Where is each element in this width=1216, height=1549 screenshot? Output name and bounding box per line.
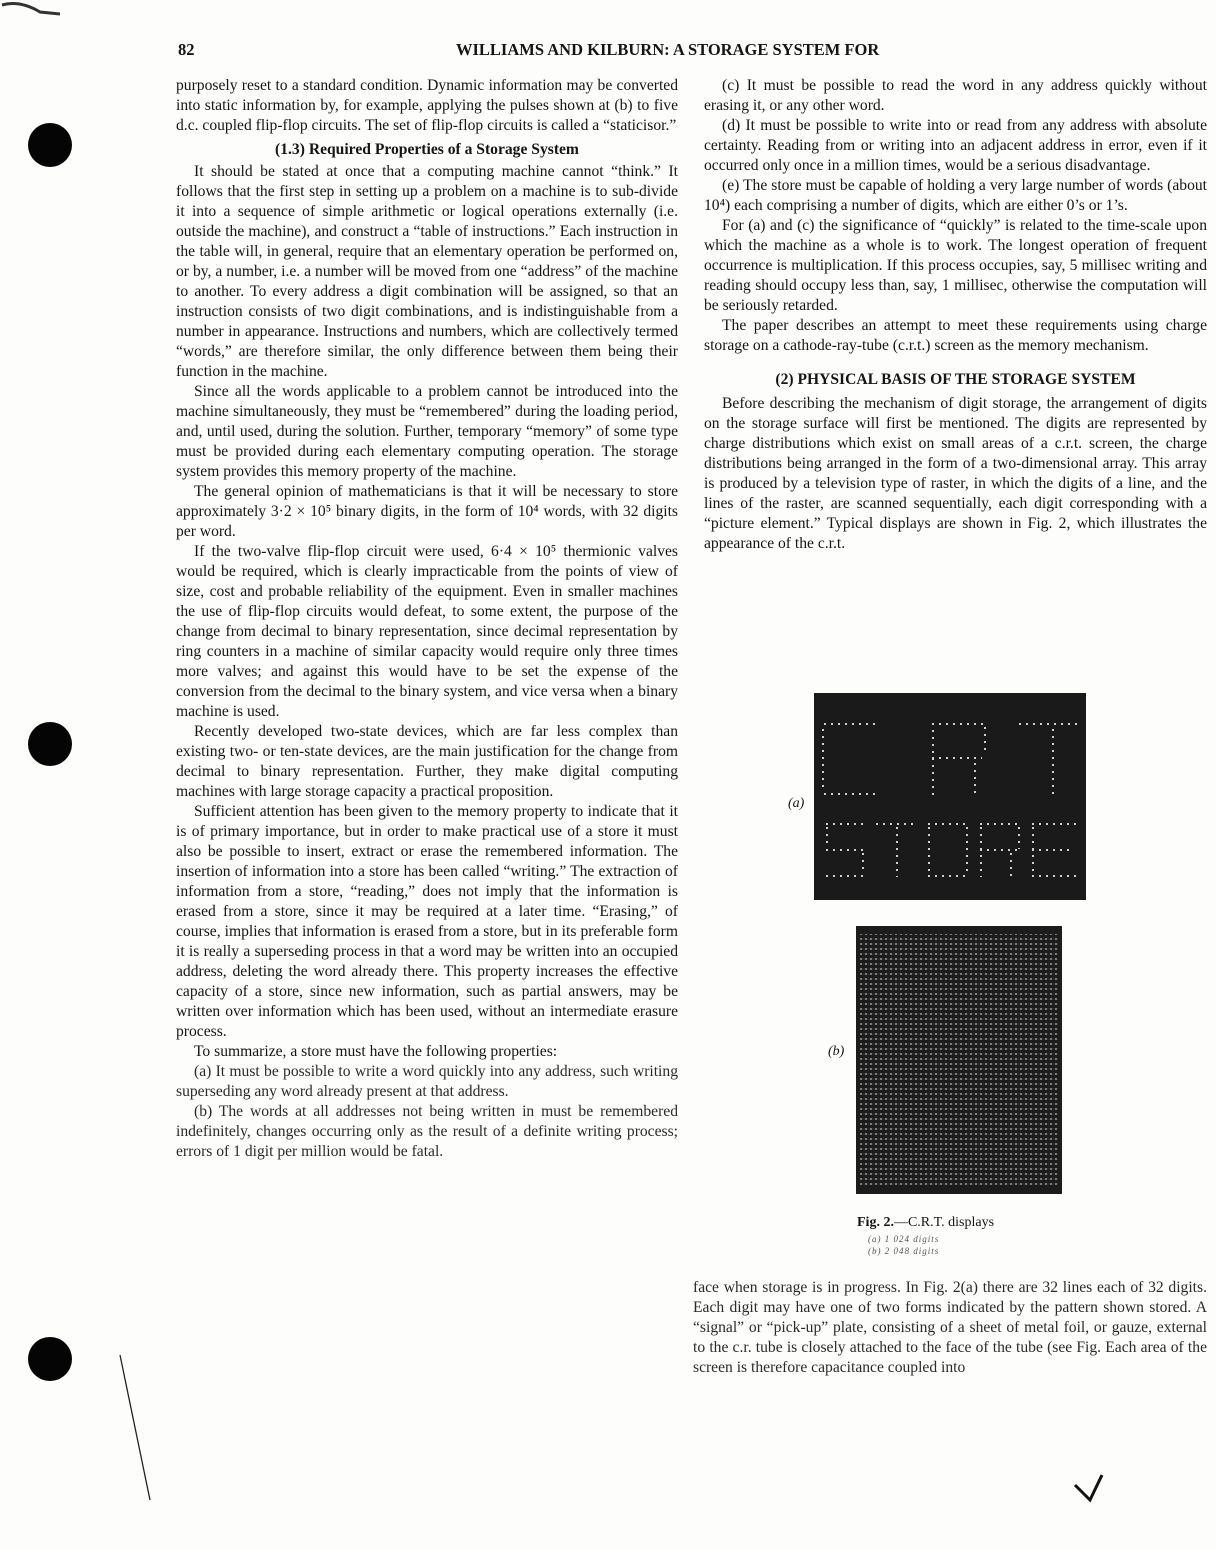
running-title: WILLIAMS AND KILBURN: A STORAGE SYSTEM FOR <box>456 40 880 59</box>
page-number: 82 <box>178 40 195 59</box>
paragraph: (d) It must be possible to write into or read from any address with absolute certainty. Reading from or writing into an adjacent address in error, even if it occurred only once in a million times, would be a serious disadvantage. <box>704 117 1207 174</box>
punch-hole <box>28 722 72 766</box>
paragraph: The paper describes an attempt to meet these requirements using charge storage on a cathode-ray-tube (c.r.t.) screen as the memory mechanism. <box>704 317 1207 354</box>
paragraph: To summarize, a store must have the following properties: <box>194 1043 558 1060</box>
paragraph: The general opinion of mathematicians is that it will be necessary to store approximately 3·2 × 10⁵ binary digits, in the form of 10⁴ words, with 32 digits per word. <box>176 483 678 540</box>
figure-subcaption-b: (b) 2 048 digits <box>868 1246 940 1256</box>
caption-number: Fig. 2. <box>857 1215 894 1230</box>
paragraph: Recently developed two-state devices, which are far less complex than existing two- or ten-state devices, are the main justification for the change from decimal to binary representation. Further, they make digital computing machines with large storage capacity a practical proposition. <box>176 723 678 800</box>
paragraph: (a) It must be possible to write a word quickly into any address, such writing superseding any word already present at that address. <box>176 1063 678 1100</box>
paragraph: (c) It must be possible to read the word in any address quickly without erasing it, or any other word. <box>704 77 1207 114</box>
corner-smudge <box>2 4 60 14</box>
figure-subcaption-a: (a) 1 024 digits <box>868 1234 940 1244</box>
paragraph: purposely reset to a standard condition. Dynamic information may be converted into static information by, for example, applying the pulses shown at (b) to five d.c. coupled flip-flop circuits. The set of flip-flop circuits is called a “staticisor.” <box>176 77 678 134</box>
crt-display-a <box>814 693 1086 900</box>
left-column <box>176 76 678 1162</box>
crt-display-b <box>856 926 1062 1194</box>
paragraph: Since all the words applicable to a problem cannot be introduced into the machine simultaneously, they must be “remembered” during the loading period, and, until used, during the solution. Further, temporary “memory” of some type must be provided during each elementary computing operation. The storage system provides this memory property of the machine. <box>176 383 678 480</box>
paragraph: Before describing the mechanism of digit storage, the arrangement of digits on the storage surface will first be mentioned. The digits are represented by charge distributions which exist on small areas of a c.r.t. screen, the charge distributions being arranged in the form of a two-dimensional array. This array is produced by a television type of raster, in which the digits of a line, and the lines of the raster, are scanned sequentially, each digit corresponding with a “picture element.” Typical displays are shown in Fig. 2, which illustrates the appearance of the c.r.t. <box>704 395 1207 552</box>
punch-hole <box>28 123 72 167</box>
paragraph: Sufficient attention has been given to the memory property to indicate that it is of primary importance, but in order to make practical use of a store it must also be possible to insert, extract or erase the remembered information. The insertion of information into a store has been called “writing.” The extraction of information from a store, “reading,” does not imply that the information is erased from a store, since it may be required at a later time. “Erasing,” of course, implies that information is erased from a store, but in its preferable form it is really a superseding process in that a word may be written into an occupied address, deleting the word already there. This property increases the effective capacity of a store, since new information, such as partial answers, may be written over information which has been used, without an intermediate erasure process. <box>176 803 678 1040</box>
caption-text: —C.R.T. displays <box>893 1215 995 1230</box>
pencil-stroke <box>120 1355 150 1500</box>
figure-caption <box>857 1215 994 1231</box>
figure-label-a: (a) <box>788 796 805 811</box>
section-heading: (2) PHYSICAL BASIS OF THE STORAGE SYSTEM <box>775 371 1136 388</box>
paragraph: For (a) and (c) the significance of “quickly” is related to the time-scale upon which the machine as a whole is to work. The longest operation of frequent occurrence is multiplication. If this process occupies, say, 5 millisec writing and reading should occupy less than, say, 1 millisec, otherwise the computation will be seriously retarded. <box>704 217 1207 314</box>
right-column <box>704 76 1207 554</box>
right-column-bottom <box>693 1278 1207 1378</box>
paragraph: face when storage is in progress. In Fig. 2(a) there are 32 lines each of 32 digits. Each digit may have one of two forms indicated by the pattern shown stored. A “signal” or “pick-up” plate, consisting of a sheet of metal foil, or gauze, external to the c.r. tube is closely attached to the face of the tube (see Fig. Each area of the screen is therefore capacitance coupled into <box>693 1279 1207 1376</box>
figure-label-b: (b) <box>828 1044 845 1059</box>
paragraph: It should be stated at once that a computing machine cannot “think.” It follows that the first step in setting up a problem on a machine is to sub-divide it into a sequence of simple arithmetic or logical operations externally (i.e. outside the machine), and construct a “table of instructions.” Each instruction in the table will, in general, require that an elementary operation be performed on, or by, a number, i.e. a number will be moved from one “address” of the machine to another. To every address a digit combination will be assigned, so that an instruction consists of two digit combinations, and is indistinguishable from a number in appearance. Instructions and numbers, which are collectively termed “words,” are therefore similar, the only difference between them being their function in the machine. <box>176 163 678 380</box>
check-mark <box>1075 1475 1102 1500</box>
paragraph: If the two-valve flip-flop circuit were used, 6·4 × 10⁵ thermionic valves would be required, which is clearly impracticable from the points of view of size, cost and probable reliability of the equipment. Even in smaller machines the use of flip-flop circuits would defeat, to some extent, the purpose of the change from decimal to binary representation, since decimal representation by ring counters in a machine of similar capacity would require only three times more valves; and against this would have to be set the expense of the conversion from the decimal to the binary system, and vice versa when a binary machine is used. <box>176 543 678 720</box>
punch-hole <box>28 1337 72 1381</box>
paragraph: (e) The store must be capable of holding a very large number of words (about 10⁴) each comprising a number of digits, which are either 0’s or 1’s. <box>704 177 1207 214</box>
paragraph: (b) The words at all addresses not being written in must be remembered indefinitely, changes occurring only as the result of a definite writing process; errors of 1 digit per million would be fatal. <box>176 1103 678 1160</box>
section-heading: (1.3) Required Properties of a Storage System <box>275 141 579 158</box>
